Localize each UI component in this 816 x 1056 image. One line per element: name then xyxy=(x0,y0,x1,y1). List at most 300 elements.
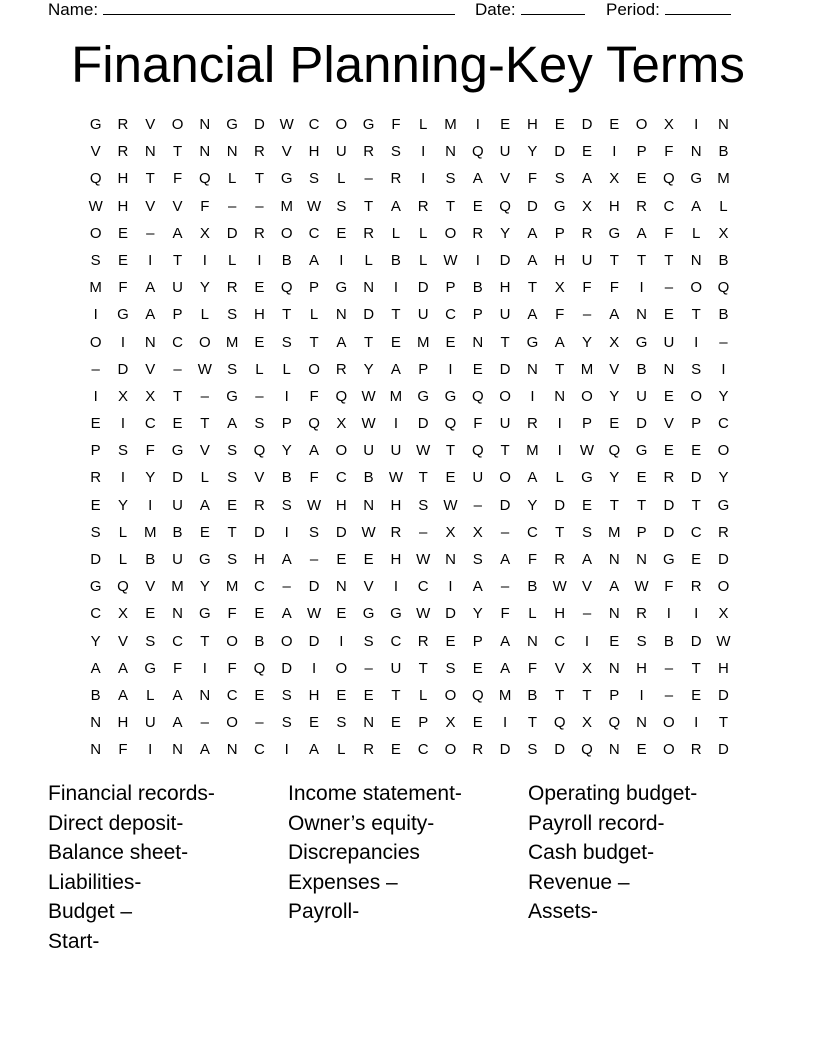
grid-letter[interactable]: X xyxy=(581,197,592,215)
grid-letter[interactable]: N xyxy=(636,551,647,568)
grid-letter[interactable]: C xyxy=(417,741,429,759)
grid-letter[interactable]: F xyxy=(309,469,319,487)
grid-letter[interactable]: B xyxy=(90,686,101,704)
grid-letter[interactable]: V xyxy=(90,143,101,161)
grid-letter[interactable]: F xyxy=(664,224,674,242)
grid-letter[interactable]: I xyxy=(448,360,453,378)
grid-letter[interactable]: A xyxy=(281,605,292,623)
grid-letter[interactable]: Y xyxy=(145,469,156,487)
grid-letter[interactable]: E xyxy=(609,415,620,433)
grid-letter[interactable]: I xyxy=(612,143,617,161)
grid-letter[interactable]: S xyxy=(281,714,292,732)
grid-letter[interactable]: A xyxy=(609,578,620,596)
grid-letter[interactable]: T xyxy=(445,197,456,215)
grid-letter[interactable]: R xyxy=(663,469,675,487)
grid-letter[interactable]: E xyxy=(636,741,647,759)
grid-letter[interactable]: D xyxy=(117,360,129,378)
grid-letter[interactable]: X xyxy=(718,605,729,623)
grid-letter[interactable]: E xyxy=(90,496,101,514)
grid-letter[interactable]: I xyxy=(584,632,590,650)
grid-letter[interactable]: G xyxy=(390,605,402,623)
grid-letter[interactable]: D xyxy=(718,551,729,568)
grid-letter[interactable]: H xyxy=(254,551,265,568)
grid-letter[interactable]: H xyxy=(554,251,566,269)
grid-letter[interactable]: A xyxy=(227,415,238,433)
grid-letter[interactable]: G xyxy=(526,333,539,351)
grid-letter[interactable]: T xyxy=(691,659,701,677)
grid-letter[interactable]: I xyxy=(721,360,726,378)
grid-letter[interactable]: M xyxy=(717,170,730,188)
grid-letter[interactable]: F xyxy=(145,442,155,460)
grid-letter[interactable]: – xyxy=(173,360,182,378)
grid-letter[interactable]: Q xyxy=(280,279,293,297)
grid-letter[interactable]: E xyxy=(363,551,374,568)
grid-letter[interactable]: B xyxy=(281,469,292,487)
grid-letter[interactable]: N xyxy=(663,360,675,378)
date-field[interactable] xyxy=(475,0,585,19)
grid-letter[interactable]: H xyxy=(390,551,402,568)
grid-letter[interactable]: L xyxy=(146,686,155,704)
grid-letter[interactable]: E xyxy=(500,116,511,133)
grid-letter[interactable]: G xyxy=(144,659,157,677)
grid-letter[interactable]: V xyxy=(172,197,183,215)
grid-letter[interactable]: W xyxy=(279,116,294,133)
grid-letter[interactable]: I xyxy=(639,279,644,297)
grid-letter[interactable]: R xyxy=(636,197,647,215)
grid-letter[interactable]: N xyxy=(636,714,647,732)
grid-letter[interactable]: M xyxy=(444,116,457,133)
grid-letter[interactable]: Q xyxy=(471,686,484,704)
grid-letter[interactable]: D xyxy=(499,251,511,269)
grid-letter[interactable]: S xyxy=(309,523,320,541)
grid-letter[interactable]: N xyxy=(144,143,156,161)
grid-letter[interactable]: L xyxy=(282,360,291,378)
grid-letter[interactable]: R xyxy=(390,170,402,188)
grid-letter[interactable]: G xyxy=(117,306,129,324)
grid-letter[interactable]: E xyxy=(472,714,483,732)
grid-letter[interactable]: H xyxy=(308,686,320,704)
grid-letter[interactable]: – xyxy=(364,659,373,677)
grid-letter[interactable]: O xyxy=(581,387,593,405)
grid-letter[interactable]: W xyxy=(306,605,322,623)
grid-letter[interactable]: M xyxy=(389,387,403,405)
grid-letter[interactable]: I xyxy=(93,306,98,324)
grid-letter[interactable]: V xyxy=(145,116,156,133)
grid-letter[interactable]: S xyxy=(445,170,456,188)
grid-letter[interactable]: F xyxy=(391,116,401,133)
grid-letter[interactable]: G xyxy=(717,496,730,514)
grid-letter[interactable]: W xyxy=(388,469,403,487)
grid-letter[interactable]: C xyxy=(308,224,320,242)
grid-letter[interactable]: O xyxy=(690,279,703,297)
grid-letter[interactable]: N xyxy=(608,605,620,623)
grid-letter[interactable]: I xyxy=(339,632,344,650)
grid-letter[interactable]: E xyxy=(445,469,456,487)
grid-letter[interactable]: N xyxy=(226,741,238,759)
grid-letter[interactable]: P xyxy=(418,714,429,732)
grid-letter[interactable]: Q xyxy=(471,442,484,460)
grid-letter[interactable]: L xyxy=(419,251,428,269)
grid-letter[interactable]: N xyxy=(226,143,238,161)
grid-letter[interactable]: – xyxy=(364,170,373,188)
grid-letter[interactable]: S xyxy=(336,197,347,215)
grid-letter[interactable]: O xyxy=(89,224,102,242)
grid-letter[interactable]: F xyxy=(527,659,537,677)
grid-letter[interactable]: N xyxy=(472,333,484,351)
grid-letter[interactable]: O xyxy=(226,714,238,732)
grid-letter[interactable]: – xyxy=(146,224,155,242)
grid-letter[interactable]: R xyxy=(526,415,538,433)
grid-letter[interactable]: E xyxy=(309,714,320,732)
grid-letter[interactable]: A xyxy=(500,551,511,568)
grid-letter[interactable]: B xyxy=(363,469,374,487)
grid-letter[interactable]: I xyxy=(421,143,426,161)
grid-letter[interactable]: T xyxy=(172,251,183,269)
grid-letter[interactable]: N xyxy=(363,714,375,732)
grid-letter[interactable]: D xyxy=(90,551,102,568)
grid-letter[interactable]: G xyxy=(444,387,457,405)
grid-letter[interactable]: A xyxy=(636,224,647,242)
grid-letter[interactable]: C xyxy=(690,523,702,541)
grid-letter[interactable]: P xyxy=(472,632,483,650)
grid-letter[interactable]: Y xyxy=(527,496,538,514)
grid-letter[interactable]: F xyxy=(527,551,537,568)
grid-letter[interactable]: N xyxy=(144,333,156,351)
grid-letter[interactable]: – xyxy=(255,714,264,732)
grid-letter[interactable]: D xyxy=(308,632,320,650)
grid-letter[interactable]: – xyxy=(582,306,592,324)
grid-letter[interactable]: B xyxy=(472,279,483,297)
grid-letter[interactable]: E xyxy=(199,523,210,541)
grid-letter[interactable]: R xyxy=(117,116,129,133)
grid-letter[interactable]: W xyxy=(197,360,212,378)
grid-letter[interactable]: R xyxy=(363,224,375,242)
grid-letter[interactable]: S xyxy=(636,632,647,650)
grid-letter[interactable]: P xyxy=(90,442,101,460)
grid-letter[interactable]: C xyxy=(172,632,183,650)
grid-letter[interactable]: M xyxy=(526,442,539,460)
grid-letter[interactable]: T xyxy=(582,686,592,704)
grid-letter[interactable]: S xyxy=(227,306,238,324)
grid-letter[interactable]: A xyxy=(172,224,183,242)
grid-letter[interactable]: W xyxy=(88,197,103,215)
grid-letter[interactable]: N xyxy=(363,279,375,297)
grid-letter[interactable]: A xyxy=(581,551,592,568)
grid-letter[interactable]: H xyxy=(636,659,647,677)
grid-letter[interactable]: P xyxy=(309,279,320,297)
grid-letter[interactable]: U xyxy=(499,143,511,161)
grid-letter[interactable]: D xyxy=(254,116,265,133)
grid-letter[interactable]: G xyxy=(417,387,430,405)
grid-letter[interactable]: E xyxy=(636,170,647,188)
grid-letter[interactable]: W xyxy=(306,197,322,215)
grid-letter[interactable]: N xyxy=(690,143,702,161)
grid-letter[interactable]: G xyxy=(226,387,238,405)
grid-letter[interactable]: G xyxy=(362,116,375,133)
grid-letter[interactable]: X xyxy=(336,415,347,433)
grid-letter[interactable]: S xyxy=(145,632,156,650)
grid-letter[interactable]: D xyxy=(690,632,702,650)
grid-letter[interactable]: A xyxy=(117,686,128,704)
grid-letter[interactable]: R xyxy=(254,224,265,242)
grid-letter[interactable]: R xyxy=(554,551,566,568)
grid-letter[interactable]: E xyxy=(663,387,674,405)
grid-letter[interactable]: L xyxy=(227,170,237,188)
grid-letter[interactable]: A xyxy=(527,469,538,487)
grid-letter[interactable]: I xyxy=(120,333,126,351)
grid-letter[interactable]: Q xyxy=(471,387,484,405)
grid-letter[interactable]: C xyxy=(445,306,456,324)
grid-letter[interactable]: I xyxy=(284,523,289,541)
grid-letter[interactable]: I xyxy=(694,333,699,351)
grid-letter[interactable]: – xyxy=(664,686,674,704)
grid-letter[interactable]: A xyxy=(145,279,156,297)
grid-letter[interactable]: B xyxy=(663,632,674,650)
grid-letter[interactable]: I xyxy=(257,251,262,269)
grid-letter[interactable]: I xyxy=(393,578,398,596)
grid-letter[interactable]: E xyxy=(117,224,128,242)
grid-letter[interactable]: H xyxy=(718,659,729,677)
grid-letter[interactable]: M xyxy=(280,197,293,215)
grid-letter[interactable]: T xyxy=(145,170,155,188)
grid-letter[interactable]: F xyxy=(172,659,183,677)
grid-letter[interactable]: I xyxy=(120,469,126,487)
grid-letter[interactable]: F xyxy=(609,279,619,297)
grid-letter[interactable]: Q xyxy=(717,279,730,297)
grid-letter[interactable]: V xyxy=(581,578,592,596)
grid-letter[interactable]: C xyxy=(226,686,238,704)
grid-letter[interactable]: Y xyxy=(500,224,511,242)
grid-letter[interactable]: N xyxy=(335,578,347,596)
grid-letter[interactable]: N xyxy=(199,143,211,161)
date-line[interactable] xyxy=(521,0,585,15)
grid-letter[interactable]: E xyxy=(336,551,347,568)
grid-letter[interactable]: T xyxy=(172,387,183,405)
grid-letter[interactable]: O xyxy=(280,632,293,650)
grid-letter[interactable]: D xyxy=(718,686,729,704)
grid-letter[interactable]: T xyxy=(555,686,565,704)
grid-letter[interactable]: L xyxy=(337,170,346,188)
grid-letter[interactable]: U xyxy=(390,442,402,460)
grid-letter[interactable]: E xyxy=(691,686,702,704)
grid-letter[interactable]: N xyxy=(363,496,375,514)
grid-letter[interactable]: V xyxy=(199,442,210,460)
grid-letter[interactable]: V xyxy=(663,415,674,433)
grid-letter[interactable]: C xyxy=(417,578,429,596)
grid-letter[interactable]: A xyxy=(500,659,511,677)
grid-letter[interactable]: E xyxy=(581,496,592,514)
grid-letter[interactable]: C xyxy=(718,415,729,433)
grid-letter[interactable]: X xyxy=(581,714,592,732)
grid-letter[interactable]: O xyxy=(635,116,648,133)
grid-letter[interactable]: X xyxy=(554,279,565,297)
grid-letter[interactable]: M xyxy=(143,523,157,541)
grid-letter[interactable]: I xyxy=(694,714,699,732)
grid-letter[interactable]: D xyxy=(636,415,647,433)
grid-letter[interactable]: L xyxy=(692,224,701,242)
grid-letter[interactable]: W xyxy=(416,605,431,623)
grid-letter[interactable]: I xyxy=(148,496,153,514)
grid-letter[interactable]: F xyxy=(500,605,510,623)
grid-letter[interactable]: M xyxy=(171,578,184,596)
grid-letter[interactable]: B xyxy=(390,251,401,269)
grid-letter[interactable]: S xyxy=(445,659,456,677)
grid-letter[interactable]: P xyxy=(581,415,592,433)
grid-letter[interactable]: – xyxy=(664,659,674,677)
grid-letter[interactable]: I xyxy=(93,387,98,405)
grid-letter[interactable]: G xyxy=(608,224,621,242)
grid-letter[interactable]: W xyxy=(443,496,458,514)
grid-letter[interactable]: C xyxy=(554,632,566,650)
grid-letter[interactable]: Y xyxy=(609,469,620,487)
grid-letter[interactable]: O xyxy=(89,333,102,351)
grid-letter[interactable]: A xyxy=(472,578,483,596)
grid-letter[interactable]: B xyxy=(636,360,647,378)
grid-letter[interactable]: L xyxy=(227,251,237,269)
grid-letter[interactable]: A xyxy=(390,197,401,215)
grid-letter[interactable]: Q xyxy=(663,170,675,188)
grid-letter[interactable]: P xyxy=(609,686,620,704)
grid-letter[interactable]: G xyxy=(635,333,648,351)
grid-letter[interactable]: X xyxy=(472,523,483,541)
grid-letter[interactable]: F xyxy=(473,415,483,433)
grid-letter[interactable]: D xyxy=(308,578,320,596)
grid-letter[interactable]: T xyxy=(691,496,701,514)
grid-letter[interactable]: T xyxy=(172,143,183,161)
grid-letter[interactable]: I xyxy=(148,251,153,269)
grid-letter[interactable]: Q xyxy=(335,387,348,405)
grid-letter[interactable]: S xyxy=(227,469,238,487)
grid-letter[interactable]: B xyxy=(718,143,729,161)
grid-letter[interactable]: A xyxy=(527,251,538,269)
grid-letter[interactable]: F xyxy=(118,279,128,297)
grid-letter[interactable]: S xyxy=(117,442,128,460)
grid-letter[interactable]: O xyxy=(308,360,320,378)
grid-letter[interactable]: S xyxy=(527,741,538,759)
grid-letter[interactable]: A xyxy=(281,551,292,568)
grid-letter[interactable]: D xyxy=(417,279,429,297)
grid-letter[interactable]: U xyxy=(172,496,183,514)
grid-letter[interactable]: G xyxy=(663,551,675,568)
grid-letter[interactable]: S xyxy=(227,360,238,378)
grid-letter[interactable]: P xyxy=(691,415,702,433)
grid-letter[interactable]: D xyxy=(554,741,566,759)
grid-letter[interactable]: O xyxy=(663,714,675,732)
grid-letter[interactable]: – xyxy=(719,333,728,351)
grid-letter[interactable]: O xyxy=(444,741,457,759)
grid-letter[interactable]: P xyxy=(636,523,647,541)
grid-letter[interactable]: Y xyxy=(90,632,101,650)
grid-letter[interactable]: I xyxy=(284,387,289,405)
grid-letter[interactable]: F xyxy=(172,170,183,188)
grid-letter[interactable]: L xyxy=(364,251,373,269)
grid-letter[interactable]: W xyxy=(716,632,731,650)
grid-letter[interactable]: L xyxy=(309,306,319,324)
grid-letter[interactable]: I xyxy=(694,116,699,133)
grid-letter[interactable]: S xyxy=(254,415,265,433)
grid-letter[interactable]: L xyxy=(419,116,428,133)
grid-letter[interactable]: Q xyxy=(199,170,211,188)
grid-letter[interactable]: O xyxy=(335,659,348,677)
grid-letter[interactable]: N xyxy=(445,551,456,568)
grid-letter[interactable]: R xyxy=(226,279,238,297)
grid-letter[interactable]: O xyxy=(663,741,675,759)
grid-letter[interactable]: A xyxy=(172,714,183,732)
grid-letter[interactable]: B xyxy=(718,306,729,324)
grid-letter[interactable]: E xyxy=(363,686,374,704)
grid-letter[interactable]: Y xyxy=(581,333,592,351)
grid-letter[interactable]: E xyxy=(145,605,156,623)
grid-letter[interactable]: O xyxy=(444,224,457,242)
grid-letter[interactable]: Q xyxy=(608,714,621,732)
grid-letter[interactable]: N xyxy=(608,551,620,568)
grid-letter[interactable]: – xyxy=(309,551,319,568)
grid-letter[interactable]: C xyxy=(172,333,183,351)
grid-letter[interactable]: T xyxy=(609,496,619,514)
grid-letter[interactable]: L xyxy=(555,469,564,487)
grid-letter[interactable]: T xyxy=(637,496,647,514)
grid-letter[interactable]: R xyxy=(390,523,402,541)
grid-letter[interactable]: D xyxy=(663,523,675,541)
grid-letter[interactable]: G xyxy=(89,578,102,596)
grid-letter[interactable]: G xyxy=(362,605,375,623)
grid-letter[interactable]: Y xyxy=(718,387,729,405)
grid-letter[interactable]: N xyxy=(690,251,702,269)
grid-letter[interactable]: G xyxy=(199,551,211,568)
grid-letter[interactable]: G xyxy=(581,469,593,487)
grid-letter[interactable]: C xyxy=(335,469,347,487)
grid-letter[interactable]: C xyxy=(144,415,156,433)
grid-letter[interactable]: P xyxy=(445,279,456,297)
grid-letter[interactable]: A xyxy=(199,741,210,759)
grid-letter[interactable]: N xyxy=(172,741,183,759)
grid-letter[interactable]: – xyxy=(255,197,264,215)
grid-letter[interactable]: H xyxy=(308,143,320,161)
grid-letter[interactable]: E xyxy=(336,686,347,704)
grid-letter[interactable]: T xyxy=(227,523,237,541)
grid-letter[interactable]: – xyxy=(664,279,674,297)
grid-letter[interactable]: I xyxy=(530,387,535,405)
grid-letter[interactable]: I xyxy=(694,605,699,623)
grid-letter[interactable]: T xyxy=(309,333,319,351)
grid-letter[interactable]: T xyxy=(500,333,510,351)
grid-letter[interactable]: D xyxy=(499,741,511,759)
grid-letter[interactable]: Q xyxy=(308,415,320,433)
grid-letter[interactable]: E xyxy=(172,415,183,433)
grid-letter[interactable]: Y xyxy=(363,360,374,378)
grid-letter[interactable]: V xyxy=(609,360,620,378)
grid-letter[interactable]: N xyxy=(608,659,620,677)
grid-letter[interactable]: C xyxy=(308,116,320,133)
grid-letter[interactable]: C xyxy=(390,632,402,650)
grid-letter[interactable]: T xyxy=(445,442,456,460)
name-line[interactable] xyxy=(103,0,455,15)
grid-letter[interactable]: T xyxy=(555,360,565,378)
grid-letter[interactable]: S xyxy=(390,143,401,161)
grid-letter[interactable]: U xyxy=(417,306,429,324)
grid-letter[interactable]: D xyxy=(690,469,702,487)
grid-letter[interactable]: – xyxy=(282,578,291,596)
grid-letter[interactable]: E xyxy=(609,116,620,133)
grid-letter[interactable]: Y xyxy=(199,578,210,596)
grid-letter[interactable]: S xyxy=(281,333,292,351)
grid-letter[interactable]: L xyxy=(391,224,401,242)
grid-letter[interactable]: R xyxy=(718,523,729,541)
grid-letter[interactable]: M xyxy=(225,333,239,351)
grid-letter[interactable]: O xyxy=(171,116,184,133)
grid-letter[interactable]: A xyxy=(172,686,183,704)
grid-letter[interactable]: T xyxy=(500,442,510,460)
